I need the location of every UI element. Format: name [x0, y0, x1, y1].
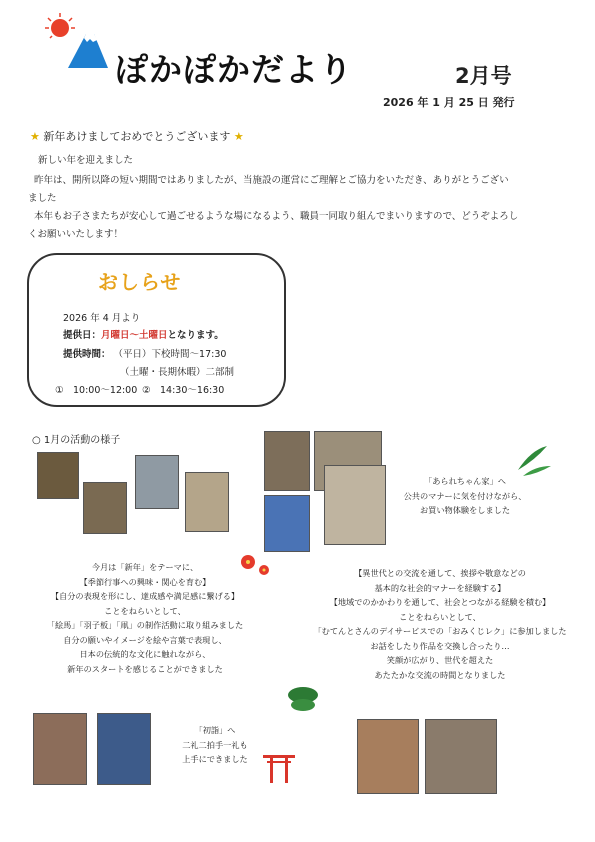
exchange-activity-text: 【異世代との交流を通して、挨拶や敬意などの 基本的な社会的マナーを経験する】 【地域でのかかわりを通して、社会とつながる経験を積む】 ことをねらいとして、 「むてんとさんのデイサービスでの「おみくじレク」に参加しました お話をしたり作品を交換し合ったり… 笑顔が広がり、世代を超えた あたたかな交流の時間となりました [313, 568, 567, 680]
fuji-sun-icon [40, 10, 110, 72]
activity-photo [33, 713, 87, 785]
shrine-caption: 「初詣」へ 二礼二拍手一礼も 上手にできました [182, 725, 248, 764]
activity-photo [185, 472, 229, 532]
greeting-line: くお願いいたします！ [28, 229, 124, 240]
newsletter-title: ぽかぽかだより [115, 50, 353, 89]
pine-icon [285, 683, 321, 715]
greeting-line: 昨年は、開所以降の短い期間ではありましたが、当施設の運営にご理解とご協力をいただき、ありがとうござい [34, 175, 509, 186]
shopping-caption: 「あられちゃん家」へ 公共のマナーに気を付けながら、 お買い物体験をしました [403, 476, 527, 515]
greeting-line: ました [28, 193, 57, 204]
notice-start-date: 2026 年 4 月より [63, 313, 141, 324]
notice-slot-2: ② 14:30～16:30 [142, 385, 225, 396]
activity-photo [135, 455, 179, 509]
activity-photo [97, 713, 151, 785]
activities-heading: ○ 1月の活動の様子 [32, 435, 121, 446]
issue-date: 2026 年 1 月 25 日 発行 [383, 96, 515, 109]
torii-icon [262, 752, 296, 784]
star-icon: ★ [233, 130, 244, 143]
activity-photo [83, 482, 127, 534]
issue-number: 2月号 [455, 64, 512, 88]
activity-photo [37, 452, 79, 499]
activity-photo [324, 465, 386, 545]
activity-photo [264, 431, 310, 491]
greeting-heading: ★ 新年あけましておめでとうございます ★ [30, 130, 244, 143]
greeting-line: 本年もお子さまたちが安心して過ごせるような場になるよう、職員一同取り組んでまいりますので、どうぞよろし [34, 211, 519, 222]
newyear-activity-text: 今月は「新年」をテーマに、 【季節行事への興味・関心を育む】 【自分の表現を形にし、達成感や満足感に繋げる】 ことをねらいとして、 「絵馬」「羽子板」「凧」の制作活動に取り組みました 自分の願いやイメージを絵や言葉で表現し、 日本の伝統的な文化に触れながら、 新年のスタートを感じることができました [46, 562, 244, 674]
notice-slot-1: ① 10:00～12:00 [55, 385, 138, 396]
activity-photo [357, 719, 419, 794]
notice-days: 提供日：月曜日～土曜日となります。 [63, 330, 224, 341]
activity-photo [264, 495, 310, 552]
activity-photo [425, 719, 497, 794]
notice-weekend: （土曜・長期休暇）二部制 [120, 367, 235, 378]
notice-title: おしらせ [98, 270, 182, 294]
greeting-line: 新しい年を迎えました [38, 155, 134, 166]
star-icon: ★ [30, 130, 40, 143]
notice-time: 提供時間： （平日）下校時間～17:30 [63, 349, 227, 360]
